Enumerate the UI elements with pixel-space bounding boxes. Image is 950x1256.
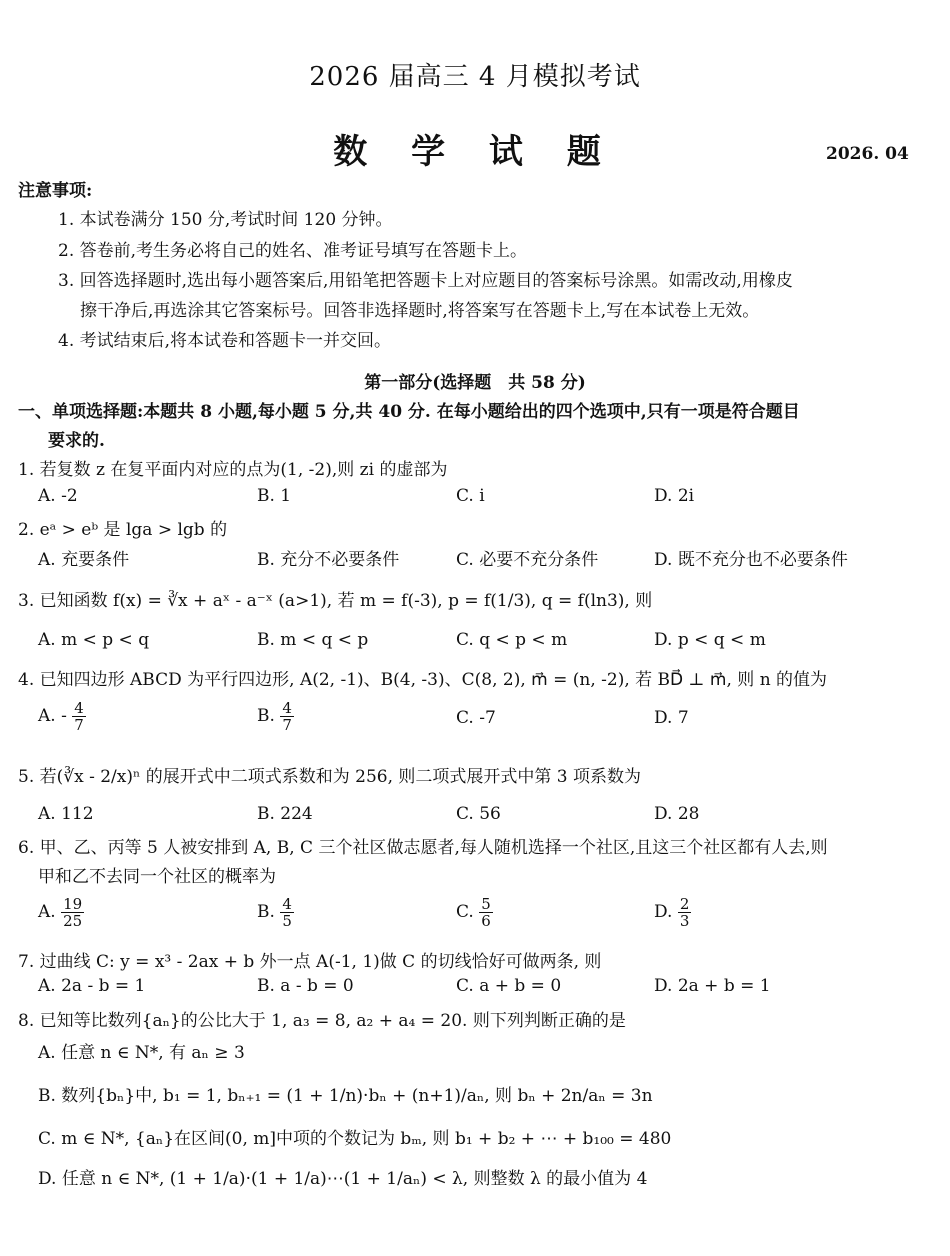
- notice-heading: 注意事项:: [18, 181, 93, 201]
- question-6-option-d: D. $\frac{2}{3}$: [654, 895, 690, 930]
- question-2-option-a: A. 充要条件: [38, 550, 130, 570]
- section-one-heading-cont: 要求的.: [48, 431, 105, 451]
- question-3-option-d: D. p < q < m: [654, 630, 766, 650]
- question-2-stem: 2. eᵃ > eᵇ 是 lga > lgb 的: [18, 520, 228, 540]
- question-7-option-d: D. 2a + b = 1: [654, 976, 771, 996]
- question-1-stem: 1. 若复数 z 在复平面内对应的点为(1, -2),则 zi 的虚部为: [18, 460, 448, 480]
- section-one-heading: 一、单项选择题:本题共 8 小题,每小题 5 分,共 40 分. 在每小题给出的四个选项中,只有一项是符合题目: [18, 402, 800, 422]
- exam-title: 2026 届高三 4 月模拟考试: [309, 62, 641, 92]
- question-1-option-a: A. -2: [38, 486, 78, 506]
- question-2-option-b: B. 充分不必要条件: [257, 550, 400, 570]
- notice-item-4: 4. 考试结束后,将本试卷和答题卡一并交回。: [58, 331, 392, 351]
- question-4-option-d: D. 7: [654, 708, 689, 728]
- question-6-stem-cont: 甲和乙不去同一个社区的概率为: [38, 867, 276, 887]
- question-1-option-d: D. 2i: [654, 486, 695, 506]
- question-5-option-a: A. 112: [38, 804, 94, 824]
- notice-item-3: 3. 回答选择题时,选出每小题答案后,用铅笔把答题卡上对应题目的答案标号涂黑。如需改动,用橡皮: [58, 271, 793, 291]
- question-4-option-c: C. -7: [456, 708, 496, 728]
- question-5-option-b: B. 224: [257, 804, 313, 824]
- question-1-option-c: C. i: [456, 486, 485, 506]
- question-8-option-d: D. 任意 n ∈ N*, (1 + 1/a)·(1 + 1/a)⋯(1 + 1/aₙ) < λ, 则整数 λ 的最小值为 4: [38, 1169, 648, 1189]
- question-5-option-c: C. 56: [456, 804, 501, 824]
- question-6-option-a: A. $\frac{19}{25}$: [38, 895, 83, 930]
- question-6-option-b: B. $\frac{4}{5}$: [257, 895, 292, 930]
- question-2-option-d: D. 既不充分也不必要条件: [654, 550, 848, 570]
- question-7-option-c: C. a + b = 0: [456, 976, 562, 996]
- question-7-option-b: B. a - b = 0: [257, 976, 354, 996]
- question-4-option-b: B. $\frac{4}{7}$: [257, 699, 292, 734]
- subject-title: 数 学 试 题: [333, 132, 617, 172]
- notice-item-3-cont: 擦干净后,再选涂其它答案标号。回答非选择题时,将答案写在答题卡上,写在本试卷上无效。: [80, 301, 760, 321]
- question-5-stem: 5. 若(∛x - 2/x)ⁿ 的展开式中二项式系数和为 256, 则二项式展开式中第 3 项系数为: [18, 767, 642, 787]
- question-7-option-a: A. 2a - b = 1: [38, 976, 146, 996]
- question-5-option-d: D. 28: [654, 804, 700, 824]
- question-4-stem: 4. 已知四边形 ABCD 为平行四边形, A(2, -1)、B(4, -3)、C(8, 2), m⃗ = (n, -2), 若 BD⃗ ⊥ m⃗, 则 n 的值为: [18, 670, 828, 690]
- question-3-stem: 3. 已知函数 f(x) = ∛x + aˣ - a⁻ˣ (a>1), 若 m = f(-3), p = f(1/3), q = f(ln3), 则: [18, 591, 653, 611]
- question-1-option-b: B. 1: [257, 486, 292, 506]
- question-2-option-c: C. 必要不充分条件: [456, 550, 599, 570]
- question-8-option-b: B. 数列{bₙ}中, b₁ = 1, bₙ₊₁ = (1 + 1/n)·bₙ + (n+1)/aₙ, 则 bₙ + 2n/aₙ = 3n: [38, 1086, 653, 1106]
- question-7-stem: 7. 过曲线 C: y = x³ - 2ax + b 外一点 A(-1, 1)做 C 的切线恰好可做两条, 则: [18, 952, 602, 972]
- question-3-option-a: A. m < p < q: [38, 630, 150, 650]
- question-8-option-a: A. 任意 n ∈ N*, 有 aₙ ≥ 3: [38, 1043, 245, 1063]
- question-3-option-c: C. q < p < m: [456, 630, 568, 650]
- exam-date: 2026. 04: [826, 144, 909, 164]
- part-one-heading: 第一部分(选择题 共 58 分): [364, 373, 586, 393]
- question-8-option-c: C. m ∈ N*, {aₙ}在区间(0, m]中项的个数记为 bₘ, 则 b₁ + b₂ + ⋯ + b₁₀₀ = 480: [38, 1129, 672, 1149]
- question-3-option-b: B. m < q < p: [257, 630, 369, 650]
- question-6-stem: 6. 甲、乙、丙等 5 人被安排到 A, B, C 三个社区做志愿者,每人随机选择一个社区,且这三个社区都有人去,则: [18, 838, 828, 858]
- question-6-option-c: C. $\frac{5}{6}$: [456, 895, 491, 930]
- question-4-option-a: A. - $\frac{4}{7}$: [38, 699, 84, 734]
- notice-item-1: 1. 本试卷满分 150 分,考试时间 120 分钟。: [58, 210, 393, 230]
- question-8-stem: 8. 已知等比数列{aₙ}的公比大于 1, a₃ = 8, a₂ + a₄ = 20. 则下列判断正确的是: [18, 1011, 626, 1031]
- notice-item-2: 2. 答卷前,考生务必将自己的姓名、准考证号填写在答题卡上。: [58, 241, 528, 261]
